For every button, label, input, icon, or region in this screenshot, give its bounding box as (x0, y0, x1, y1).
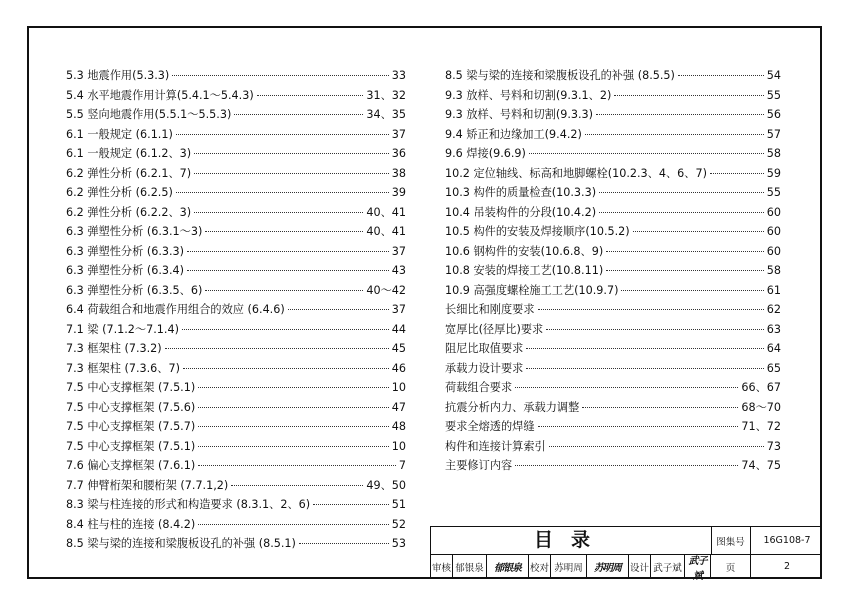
toc-entry-title: 8.5 梁与梁的连接和梁腹板设孔的补强 (8.5.5) (445, 69, 675, 82)
toc-entry-page: 40、41 (366, 205, 406, 219)
toc-entry-page: 43 (391, 264, 406, 277)
toc-entry-page: 45 (391, 342, 406, 355)
toc-entry (66, 281, 406, 301)
toc-entry (66, 125, 406, 145)
toc-entry-page: 65 (766, 361, 781, 375)
toc-entry-page: 54 (766, 69, 781, 82)
toc-entry-page: 71、72 (741, 420, 781, 433)
toc-entry-title: 阻尼比取值要求 (445, 342, 524, 355)
toc-entry (445, 164, 781, 184)
toc-entry (66, 183, 406, 203)
toc-entry-title: 7.5 中心支撑框架 (7.5.6) (66, 400, 196, 414)
toc-leader-dots (582, 407, 738, 408)
toc-entry-page: 40、41 (366, 225, 406, 238)
toc-leader-dots (205, 290, 363, 291)
toc-entry-title: 6.4 荷载组合和地震作用组合的效应 (6.4.6) (66, 303, 285, 316)
toc-leader-dots (198, 426, 389, 427)
toc-entry-title: 6.2 弹性分析 (6.2.5) (66, 186, 173, 199)
toc-entry-page: 59 (766, 166, 781, 180)
toc-entry-page: 60 (766, 205, 781, 219)
toc-entry-page: 58 (766, 147, 781, 160)
toc-entry-page: 55 (766, 88, 781, 102)
toc-leader-dots (678, 75, 764, 76)
sheet-title: 目录 (431, 527, 712, 554)
toc-leader-dots (549, 446, 764, 447)
toc-leader-dots (633, 231, 764, 232)
toc-entry-title: 8.5 梁与梁的连接和梁腹板设孔的补强 (8.5.1) (66, 537, 296, 550)
toc-entry (445, 261, 781, 281)
toc-entry-page: 46 (391, 361, 406, 375)
toc-entry-page: 55 (766, 186, 781, 199)
toc-leader-dots (515, 387, 738, 388)
toc-entry-title: 主要修订内容 (445, 459, 513, 472)
toc-entry-page: 60 (766, 225, 781, 238)
toc-entry-title: 荷载组合要求 (445, 381, 513, 394)
toc-entry (445, 437, 781, 457)
toc-leader-dots (599, 212, 764, 213)
toc-entry (66, 495, 406, 515)
toc-entry-title: 7.6 偏心支撑框架 (7.6.1) (66, 459, 196, 472)
toc-entry-page: 37 (391, 244, 406, 258)
toc-entry (445, 359, 781, 379)
toc-leader-dots (599, 192, 764, 193)
toc-entry-page: 10 (391, 439, 406, 453)
toc-entry (445, 300, 781, 320)
toc-entry-title: 抗震分析内力、承载力调整 (445, 400, 580, 414)
toc-entry-page: 47 (391, 400, 406, 414)
toc-entry-title: 10.9 高强度螺栓施工工艺(10.9.7) (445, 283, 619, 297)
toc-leader-dots (172, 75, 388, 76)
toc-entry-page: 39 (391, 186, 406, 199)
toc-entry (445, 398, 781, 418)
toc-entry-title: 6.3 弹塑性分析 (6.3.5、6) (66, 283, 203, 297)
toc-entry-title: 10.5 构件的安装及焊接顺序(10.5.2) (445, 225, 630, 238)
toc-entry-page: 52 (391, 517, 406, 531)
toc-entry (445, 125, 781, 145)
toc-leader-dots (529, 153, 764, 154)
toc-entry-page: 36 (391, 147, 406, 160)
toc-leader-dots (234, 114, 363, 115)
toc-entry (66, 66, 406, 86)
toc-leader-dots (187, 270, 389, 271)
toc-entry-title: 宽厚比(径厚比)要求 (445, 322, 544, 336)
toc-entry-page: 31、32 (366, 88, 406, 102)
atlas-number: 16G108-7 (763, 535, 811, 546)
toc-entry-title: 6.1 一般规定 (6.1.1) (66, 127, 173, 141)
toc-leader-dots (596, 114, 764, 115)
toc-entry-title: 5.3 地震作用(5.3.3) (66, 69, 170, 82)
toc-leader-dots (257, 95, 364, 96)
toc-leader-dots (585, 134, 764, 135)
toc-leader-dots (198, 407, 389, 408)
toc-left-column (66, 66, 406, 554)
toc-entry (445, 378, 781, 398)
toc-leader-dots (526, 368, 763, 369)
toc-entry-title: 6.3 弹塑性分析 (6.3.3) (66, 244, 185, 258)
toc-entry (66, 144, 406, 164)
toc-entry-page: 49、50 (366, 478, 406, 492)
toc-leader-dots (198, 524, 389, 525)
toc-leader-dots (231, 485, 363, 486)
toc-leader-dots (198, 387, 389, 388)
toc-entry-page: 53 (391, 537, 406, 550)
toc-entry-title: 9.4 矫正和边缘加工(9.4.2) (445, 127, 582, 141)
toc-entry (445, 66, 781, 86)
toc-entry-title: 9.3 放样、号料和切割(9.3.1、2) (445, 88, 612, 102)
toc-entry (66, 515, 406, 535)
toc-leader-dots (165, 348, 389, 349)
toc-entry-page: 73 (766, 439, 781, 453)
toc-entry (66, 339, 406, 359)
toc-entry-page: 7 (398, 459, 406, 472)
toc-entry (445, 339, 781, 359)
toc-entry (66, 417, 406, 437)
toc-entry-title: 5.5 竖向地震作用(5.5.1～5.5.3) (66, 108, 232, 121)
toc-leader-dots (313, 504, 389, 505)
toc-entry-title: 6.1 一般规定 (6.1.2、3) (66, 147, 192, 160)
toc-entry-page: 61 (766, 283, 781, 297)
toc-entry-title: 6.2 弹性分析 (6.2.1、7) (66, 166, 192, 180)
toc-entry-page: 38 (391, 166, 406, 180)
toc-entry-title: 7.5 中心支撑框架 (7.5.1) (66, 381, 196, 394)
toc-entry-page: 40～42 (366, 283, 406, 297)
toc-entry-page: 58 (766, 264, 781, 277)
toc-entry-page: 37 (391, 303, 406, 316)
review-label: 审核 (431, 554, 453, 579)
toc-entry (66, 320, 406, 340)
toc-leader-dots (176, 192, 389, 193)
toc-entry-page: 62 (766, 303, 781, 316)
toc-entry-title: 7.3 框架柱 (7.3.6、7) (66, 361, 180, 375)
toc-leader-dots (606, 270, 764, 271)
reviewer-name: 郁银泉 (453, 554, 487, 579)
design-label: 设计 (629, 554, 651, 579)
toc-leader-dots (194, 173, 389, 174)
toc-entry-title: 10.8 安装的焊接工艺(10.8.11) (445, 264, 604, 277)
toc-entry-title: 长细比和刚度要求 (445, 303, 535, 316)
toc-entry (66, 261, 406, 281)
toc-entry (66, 456, 406, 476)
toc-entry (66, 105, 406, 125)
toc-leader-dots (546, 329, 764, 330)
toc-entry-title: 10.6 钢构件的安装(10.6.8、9) (445, 244, 604, 258)
toc-leader-dots (183, 368, 389, 369)
toc-entry-title: 7.7 伸臂桁架和腰桁架 (7.7.1,2) (66, 478, 229, 492)
toc-entry-title: 10.3 构件的质量检查(10.3.3) (445, 186, 597, 199)
toc-entry-title: 7.5 中心支撑框架 (7.5.7) (66, 420, 196, 433)
toc-leader-dots (526, 348, 763, 349)
toc-leader-dots (194, 153, 389, 154)
toc-entry (445, 203, 781, 223)
toc-entry-page: 10 (391, 381, 406, 394)
toc-leader-dots (515, 465, 738, 466)
toc-entry (66, 300, 406, 320)
toc-leader-dots (198, 446, 389, 447)
toc-entry-title: 6.3 弹塑性分析 (6.3.4) (66, 264, 185, 277)
toc-entry (445, 183, 781, 203)
toc-entry-page: 56 (766, 108, 781, 121)
toc-entry (66, 86, 406, 106)
page-label: 页 (711, 554, 751, 579)
toc-leader-dots (606, 251, 764, 252)
toc-entry-title: 8.4 柱与柱的连接 (8.4.2) (66, 517, 196, 531)
check-label: 校对 (529, 554, 551, 579)
toc-entry (445, 456, 781, 476)
toc-leader-dots (187, 251, 389, 252)
toc-entry (66, 164, 406, 184)
toc-entry-page: 57 (766, 127, 781, 141)
toc-entry (445, 86, 781, 106)
toc-entry-title: 7.1 梁 (7.1.2～7.1.4) (66, 322, 179, 336)
toc-leader-dots (205, 231, 363, 232)
toc-leader-dots (538, 426, 739, 427)
toc-right-column (445, 66, 781, 476)
toc-entry-page: 48 (391, 420, 406, 433)
toc-entry-title: 7.5 中心支撑框架 (7.5.1) (66, 439, 196, 453)
atlas-label: 图集号 (711, 527, 751, 554)
toc-entry (66, 222, 406, 242)
toc-entry-page: 64 (766, 342, 781, 355)
toc-entry (445, 105, 781, 125)
toc-leader-dots (538, 309, 764, 310)
toc-entry (66, 203, 406, 223)
toc-entry-page: 60 (766, 244, 781, 258)
toc-entry-page: 74、75 (741, 459, 781, 472)
toc-entry (66, 242, 406, 262)
toc-leader-dots (299, 543, 389, 544)
toc-entry-title: 7.3 框架柱 (7.3.2) (66, 342, 162, 355)
toc-entry-title: 10.4 吊装构件的分段(10.4.2) (445, 205, 597, 219)
toc-leader-dots (621, 290, 763, 291)
toc-entry-page: 68～70 (741, 400, 781, 414)
toc-entry-title: 6.2 弹性分析 (6.2.2、3) (66, 205, 192, 219)
toc-entry (66, 398, 406, 418)
toc-entry-title: 构件和连接计算索引 (445, 439, 546, 453)
checker-name: 苏明周 (551, 554, 587, 579)
toc-entry (66, 534, 406, 554)
toc-entry (445, 417, 781, 437)
toc-leader-dots (194, 212, 363, 213)
toc-entry-page: 44 (391, 322, 406, 336)
checker-signature: 苏明周 (587, 554, 629, 579)
toc-entry (445, 281, 781, 301)
toc-entry-page: 33 (391, 69, 406, 82)
designer-signature: 武子斌 (685, 554, 711, 579)
toc-leader-dots (198, 465, 396, 466)
toc-entry-title: 5.4 水平地震作用计算(5.4.1～5.4.3) (66, 88, 254, 102)
page-number: 2 (783, 561, 791, 572)
toc-entry (66, 378, 406, 398)
title-block (430, 526, 822, 582)
toc-entry-title: 6.3 弹塑性分析 (6.3.1～3) (66, 225, 203, 238)
toc-entry-title: 要求全熔透的焊缝 (445, 420, 535, 433)
toc-entry-page: 51 (391, 498, 406, 511)
toc-entry-page: 66、67 (741, 381, 781, 394)
toc-entry (445, 222, 781, 242)
toc-entry (445, 242, 781, 262)
toc-leader-dots (182, 329, 389, 330)
toc-entry-page: 37 (391, 127, 406, 141)
toc-entry (66, 437, 406, 457)
toc-leader-dots (288, 309, 389, 310)
toc-entry-title: 承载力设计要求 (445, 361, 524, 375)
toc-entry-title: 9.6 焊接(9.6.9) (445, 147, 526, 160)
toc-entry-title: 8.3 梁与柱连接的形式和构造要求 (8.3.1、2、6) (66, 498, 311, 511)
toc-entry-page: 63 (766, 322, 781, 336)
toc-entry (445, 320, 781, 340)
toc-entry (445, 144, 781, 164)
toc-leader-dots (710, 173, 764, 174)
toc-leader-dots (176, 134, 389, 135)
toc-entry (66, 359, 406, 379)
toc-entry-title: 10.2 定位轴线、标高和地脚螺栓(10.2.3、4、6、7) (445, 166, 707, 180)
reviewer-signature: 郁银泉 (487, 554, 529, 579)
toc-leader-dots (614, 95, 763, 96)
toc-entry-page: 34、35 (366, 108, 406, 121)
designer-name: 武子斌 (651, 554, 685, 579)
toc-entry (66, 476, 406, 496)
toc-entry-title: 9.3 放样、号料和切割(9.3.3) (445, 108, 594, 121)
